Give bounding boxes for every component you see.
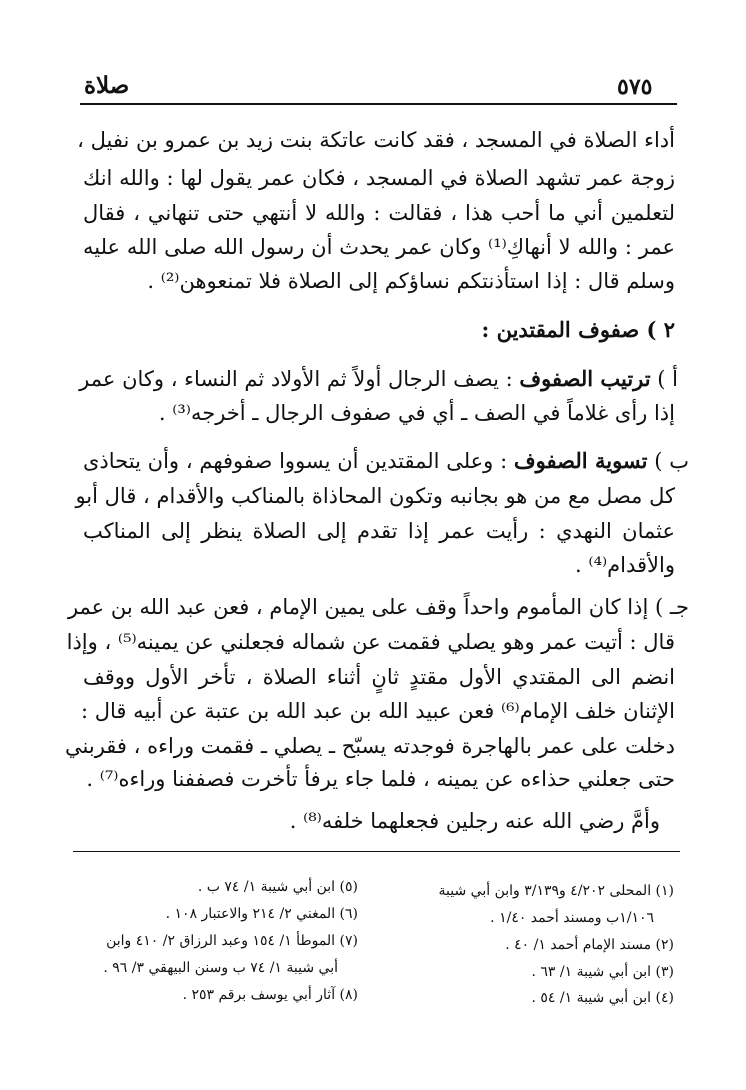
item-text: : يصف الرجال أولاً ثم الأولاد ثم النساء ، وكان عمر xyxy=(79,367,513,391)
text-line: دخلت على عمر بالهاجرة فوجدته يسبّح ـ يصلي ـ فقمت وراءه ، فقربني xyxy=(65,734,675,758)
footnote-item: (٨) آثار أبي يوسف برقم ٢٥٣ . xyxy=(182,987,358,1003)
text-line: الإثنان خلف الإمام⁽⁶⁾ فعن عبيد الله بن عبد الله بن عتبة عن أبيه قال : xyxy=(81,699,675,723)
footnote-item: أبي شيبة ١/ ٧٤ ب وسنن البيهقي ٣/ ٩٦ . xyxy=(103,960,338,976)
footnote-item: (٧) الموطأ ١/ ١٥٤ وعبد الرزاق ٢/ ٤١٠ وابن xyxy=(106,933,358,949)
text-line: كل مصل مع من هو بجانبه وتكون المحاذاة بالمناكب والأقدام ، قال أبو xyxy=(75,484,675,508)
footnote-item: (٣) ابن أبي شيبة ١/ ٦٣ . xyxy=(531,964,674,980)
text-line: لتعلمين أني ما أحب هذا ، فقالت : والله لا أنتهي حتى تنهاني ، فقال xyxy=(83,201,675,225)
item-marker: جـ ) xyxy=(654,595,689,619)
item-marker: ب ) xyxy=(654,449,689,473)
text-line: وسلم قال : إذا استأذنتكم نساؤكم إلى الصلاة فلا تمنعوهن⁽²⁾ . xyxy=(147,269,675,293)
footnote-item: (٦) المغني ٢/ ٢١٤ والاعتبار ١٠٨ . xyxy=(165,906,358,922)
item-term: ترتيب الصفوف xyxy=(519,366,651,391)
text-line: إذا رأى غلاماً في الصف ـ أي في صفوف الرجال ـ أخرجه⁽³⁾ . xyxy=(158,401,675,425)
text-line: وأمَّ رضي الله عنه رجلين فجعلهما خلفه⁽⁸⁾ . xyxy=(289,809,660,833)
text-line: انضم الى المقتدي الأول مقتدٍ ثانٍ أثناء الصلاة ، تأخر الأول ووقف xyxy=(83,665,675,689)
text-line: حتى جعلني حذاءه عن يمينه ، فلما جاء يرفأ تأخرت فصففنا وراءه⁽⁷⁾ . xyxy=(86,767,675,791)
item-text: : وعلى المقتدين أن يسووا صفوفهم ، وأن يتحاذى xyxy=(83,449,508,473)
footnote-item: (١) المحلى ٤/٢٠٢ و٣/١٣٩ وابن أبي شيبة xyxy=(438,883,674,899)
footnote-rule xyxy=(73,851,680,852)
footnote-item: (٤) ابن أبي شيبة ١/ ٥٤ . xyxy=(531,990,674,1006)
item-b-line-1 xyxy=(83,446,689,476)
text-line: والأقدام⁽⁴⁾ . xyxy=(575,553,675,577)
text-line: أداء الصلاة في المسجد ، فقد كانت عاتكة بنت زيد بن عمرو بن نفيل ، xyxy=(77,128,675,152)
item-marker: أ ) xyxy=(657,367,678,391)
footnote-item: ١/١٠٦ب ومسند أحمد ١/٤٠ . xyxy=(490,910,654,926)
running-header-title: صلاة xyxy=(84,72,130,99)
item-term: تسوية الصفوف xyxy=(513,448,648,473)
page-number: ٥٧٥ xyxy=(617,74,653,100)
text-line: عمر : والله لا أنهاكِ⁽¹⁾ وكان عمر يحدث أن رسول الله صلى الله عليه xyxy=(83,235,675,259)
header-rule xyxy=(80,103,677,105)
text-line: عثمان النهدي : رأيت عمر إذا تقدم إلى الصلاة ينظر إلى المناكب xyxy=(83,519,675,543)
item-text: إذا كان المأموم واحداً وقف على يمين الإمام ، فعن عبد الله بن عمر xyxy=(67,595,649,619)
text-line: زوجة عمر تشهد الصلاة في المسجد ، فكان عمر يقول لها : والله انك xyxy=(83,166,676,190)
footnote-item: (٥) ابن أبي شيبة ١/ ٧٤ ب . xyxy=(197,879,358,895)
item-a-line-1 xyxy=(79,364,678,394)
section-heading: ٢ ) صفوف المقتدين : xyxy=(481,317,675,342)
item-c-line-1 xyxy=(67,592,689,622)
footnote-item: (٢) مسند الإمام أحمد ١/ ٤٠ . xyxy=(505,937,674,953)
text-line: قال : أتيت عمر وهو يصلي فقمت عن شماله فجعلني عن يمينه⁽⁵⁾ ، وإذا xyxy=(66,630,675,654)
